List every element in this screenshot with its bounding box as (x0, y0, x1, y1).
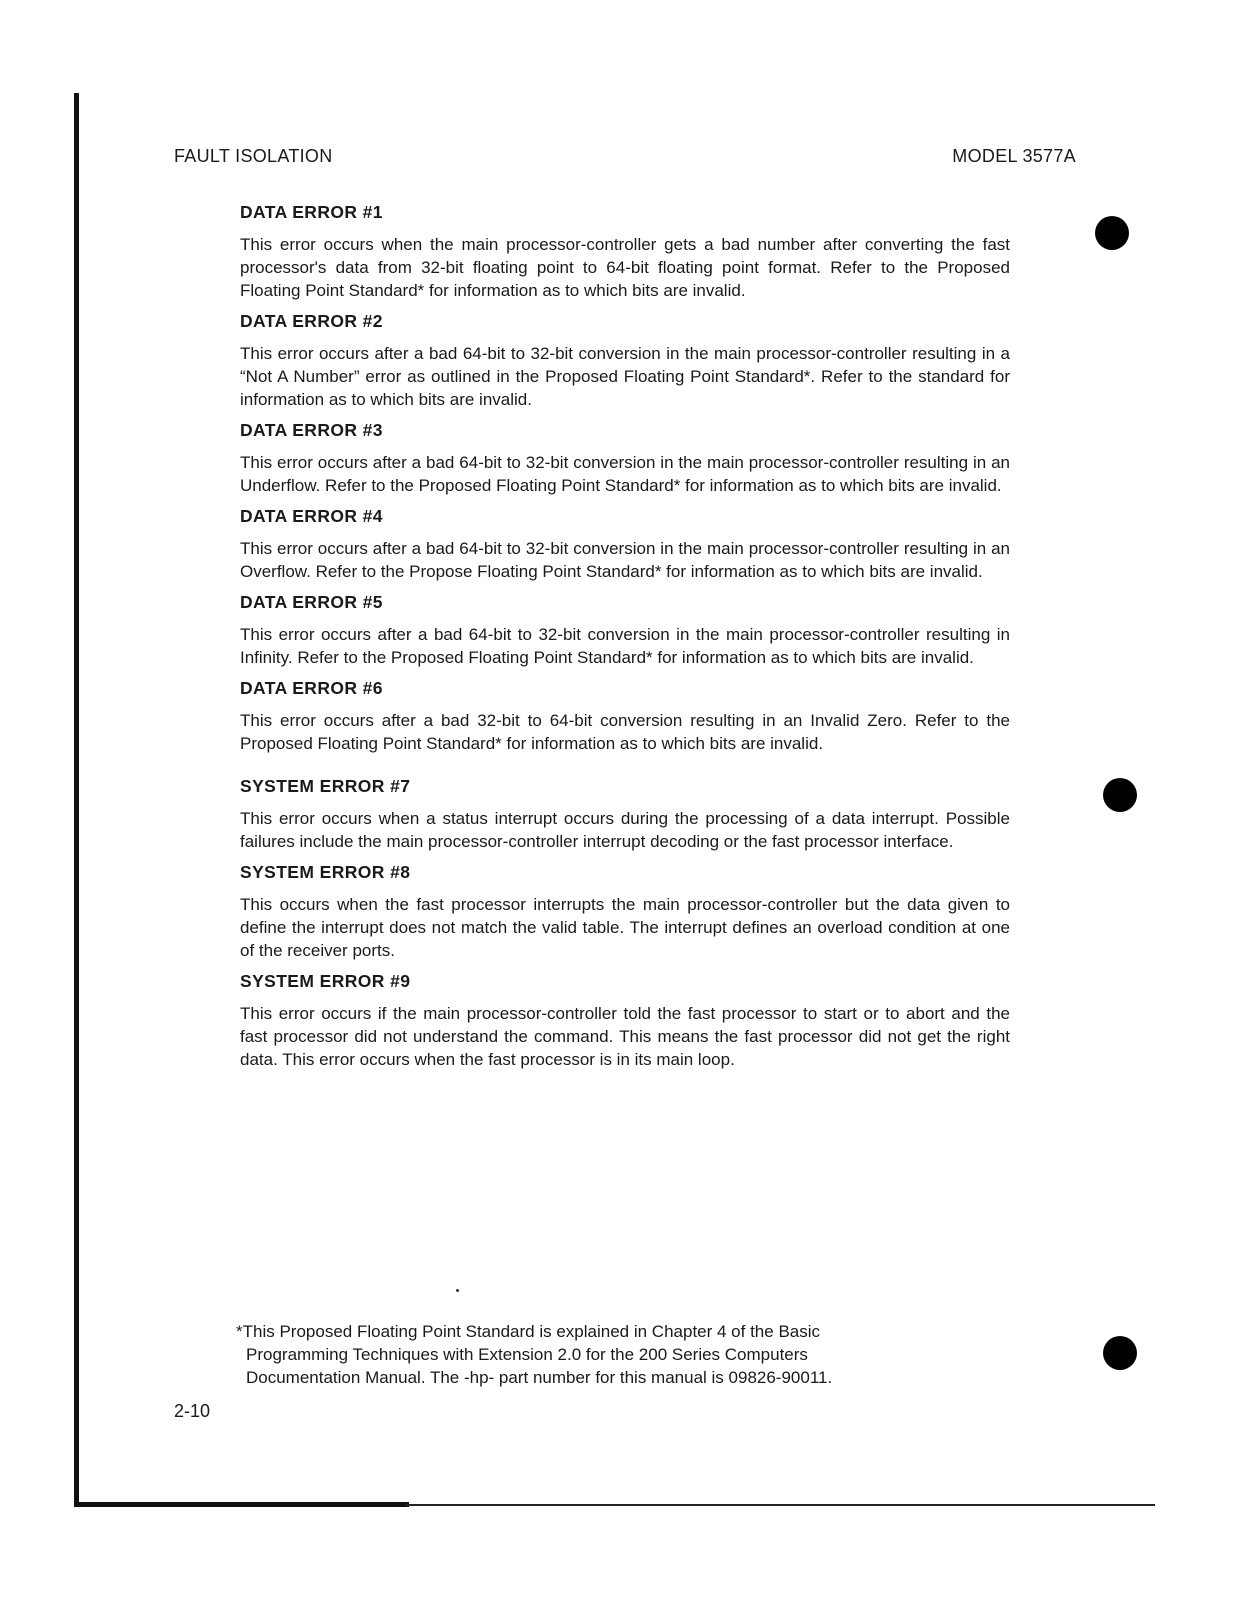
error-description: This error occurs if the main processor-controller told the fast processor to start or to abort and the fast processor did not understand the command. This means the fast processor did not get the right data. This error occurs when the fast processor is in its main loop. (240, 1004, 1010, 1069)
footnote-line: Documentation Manual. The -hp- part number for this manual is 09826-90011. (246, 1368, 833, 1387)
footnote (236, 1320, 976, 1389)
error-entry (240, 971, 1010, 1071)
section-title: FAULT ISOLATION (174, 146, 333, 166)
page-number: 2-10 (174, 1401, 211, 1421)
error-entry (240, 862, 1010, 962)
error-entry (240, 202, 1010, 302)
error-description: This error occurs when the main processor-controller gets a bad number after converting the fast processor's data from 32-bit floating point to 64-bit floating point format. Refer to the Proposed Floating Point Standard* for information as to which bits are invalid. (240, 235, 1010, 300)
error-description: This error occurs after a bad 64-bit to 32-bit conversion in the main processor-controller resulting in Infinity. Refer to the Proposed Floating Point Standard* for information as to which bits are invalid. (240, 625, 1010, 667)
error-description: This error occurs after a bad 64-bit to 32-bit conversion in the main processor-controller resulting in an Underflow. Refer to the Proposed Floating Point Standard* for information as to which bits are invalid. (240, 453, 1010, 495)
bottom-rule (74, 1502, 409, 1507)
error-entry (240, 311, 1010, 411)
error-description: This error occurs after a bad 32-bit to 64-bit conversion resulting in an Invalid Zero. Refer to the Proposed Floating Point Standard* for information as to which bits are invalid. (240, 711, 1010, 753)
binder-hole-icon (1103, 1336, 1137, 1370)
error-title: DATA ERROR #6 (240, 678, 383, 698)
stray-mark (456, 1289, 459, 1292)
footnote-line: Programming Techniques with Extension 2.0 for the 200 Series Computers (246, 1345, 808, 1364)
error-title: SYSTEM ERROR #7 (240, 776, 411, 796)
error-entry (240, 678, 1010, 755)
binder-hole-icon (1103, 778, 1137, 812)
error-title: DATA ERROR #1 (240, 202, 383, 222)
error-title: SYSTEM ERROR #9 (240, 971, 411, 991)
error-description: This error occurs when a status interrupt occurs during the processing of a data interrupt. Possible failures include the main processor-controller interrupt decoding or the fast processor interface. (240, 809, 1010, 851)
error-entry (240, 592, 1010, 669)
left-margin-rule (74, 93, 79, 1505)
error-description: This error occurs after a bad 64-bit to 32-bit conversion in the main processor-controller resulting in an Overflow. Refer to the Propose Floating Point Standard* for information as to which bits are invalid. (240, 539, 1010, 581)
error-title: SYSTEM ERROR #8 (240, 862, 411, 882)
error-title: DATA ERROR #5 (240, 592, 383, 612)
error-description: This error occurs after a bad 64-bit to 32-bit conversion in the main processor-controller resulting in a “Not A Number” error as outlined in the Proposed Floating Point Standard*. Refer to the standard for information as to which bits are invalid. (240, 344, 1010, 409)
bottom-rule-extension (405, 1504, 1155, 1506)
error-entry (240, 776, 1010, 853)
error-title: DATA ERROR #2 (240, 311, 383, 331)
error-title: DATA ERROR #4 (240, 506, 383, 526)
model-number: MODEL 3577A (952, 146, 1076, 166)
error-entry (240, 506, 1010, 583)
binder-hole-icon (1095, 216, 1129, 250)
error-title: DATA ERROR #3 (240, 420, 383, 440)
error-description: This occurs when the fast processor interrupts the main processor-controller but the data given to define the interrupt does not match the valid table. The interrupt defines an overload condition at one of the receiver ports. (240, 895, 1010, 960)
footnote-line: *This Proposed Floating Point Standard is explained in Chapter 4 of the Basic (236, 1322, 821, 1341)
section-gap (240, 764, 1010, 776)
error-entry (240, 420, 1010, 497)
error-list (240, 202, 1010, 1080)
